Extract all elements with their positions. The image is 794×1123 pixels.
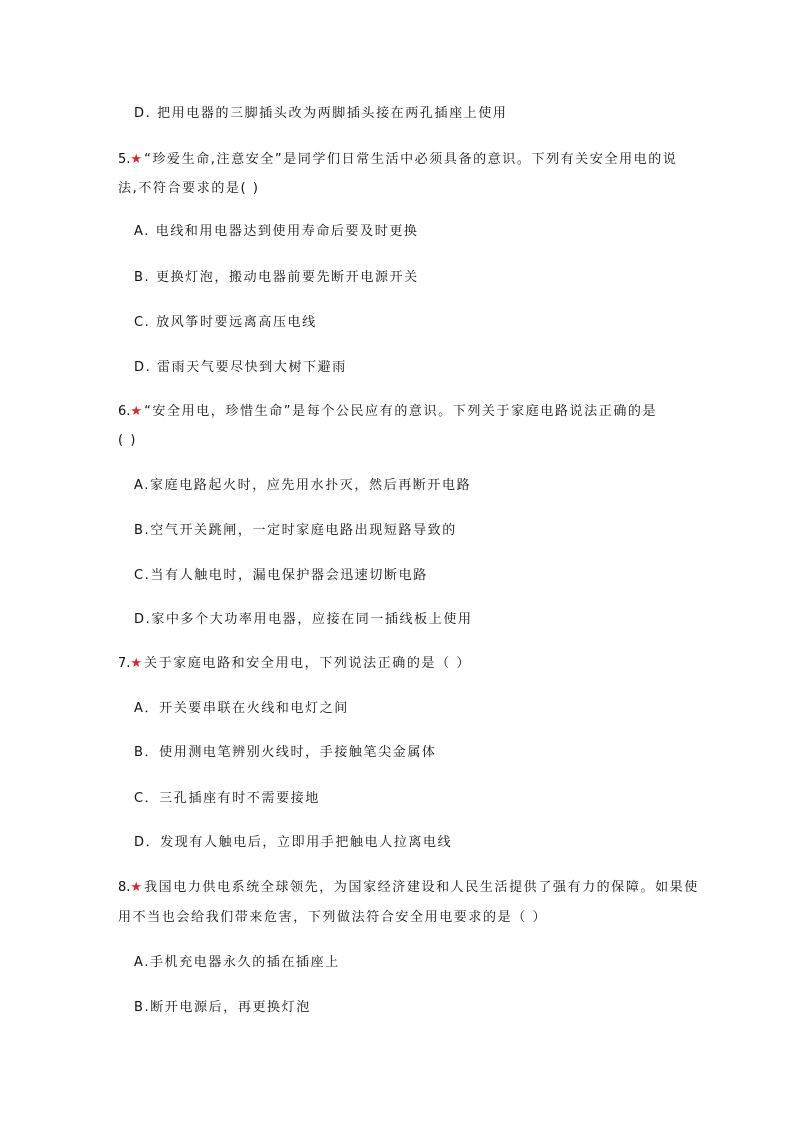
q6-number: 6. <box>118 404 131 419</box>
q6-stem-line-2: ( ) <box>118 433 138 448</box>
q8-stem-text: 我国电力供电系统全球领先，为国家经济建设和人民生活提供了强有力的保障。如果使 <box>144 880 699 895</box>
q5-option-c: C. 放风筝时要远离高压电线 <box>134 315 317 330</box>
q8-option-b: B.断开电源后，再更换灯泡 <box>134 1000 311 1015</box>
q6-stem-line-1 <box>118 403 657 421</box>
q7-option-a: A．开关要串联在火线和电灯之间 <box>134 701 349 716</box>
q6-stem-text: “安全用电，珍惜生命”是每个公民应有的意识。下列关于家庭电路说法正确的是 <box>144 404 658 419</box>
star-icon: ★ <box>130 880 143 895</box>
q8-option-a: A.手机充电器永久的插在插座上 <box>134 955 340 970</box>
star-icon: ★ <box>130 404 143 419</box>
q8-stem-line-2: 用不当也会给我们带来危害，下列做法符合安全用电要求的是（ ） <box>118 910 548 925</box>
q7-number: 7. <box>118 656 131 671</box>
q6-option-c: C.当有人触电时，漏电保护器会迅速切断电路 <box>134 568 428 583</box>
q4-option-d: D. 把用电器的三脚插头改为两脚插头接在两孔插座上使用 <box>134 106 508 121</box>
star-icon: ★ <box>130 656 143 671</box>
q6-option-a: A.家庭电路起火时，应先用水扑灭，然后再断开电路 <box>134 478 472 493</box>
q5-stem-line-1 <box>118 151 677 169</box>
q5-option-b: B. 更换灯泡，搬动电器前要先断开电源开关 <box>134 270 419 285</box>
q7-stem <box>118 655 471 673</box>
q5-option-a: A. 电线和用电器达到使用寿命后要及时更换 <box>134 224 419 239</box>
q7-option-d: D．发现有人触电后，立即用手把触电人拉离电线 <box>134 835 453 850</box>
q7-option-b: B．使用测电笔辨别火线时，手接触笔尖金属体 <box>134 745 437 760</box>
q5-stem-line-2: 法,不符合要求的是( ) <box>118 181 260 196</box>
q6-option-b: B.空气开关跳闸，一定时家庭电路出现短路导致的 <box>134 523 457 538</box>
q5-number: 5. <box>118 152 131 167</box>
q8-number: 8. <box>118 880 131 895</box>
q5-option-d: D. 雷雨天气要尽快到大树下避雨 <box>134 360 347 375</box>
q8-stem-line-1 <box>118 879 699 897</box>
q5-stem-text: “珍爱生命,注意安全”是同学们日常生活中必须具备的意识。下列有关安全用电的说 <box>144 152 678 167</box>
q7-option-c: C．三孔插座有时不需要接地 <box>134 791 320 806</box>
q6-option-d: D.家中多个大功率用电器，应接在同一插线板上使用 <box>134 612 473 627</box>
star-icon: ★ <box>130 152 143 167</box>
q7-stem-text: 关于家庭电路和安全用电，下列说法正确的是（ ） <box>144 656 471 671</box>
